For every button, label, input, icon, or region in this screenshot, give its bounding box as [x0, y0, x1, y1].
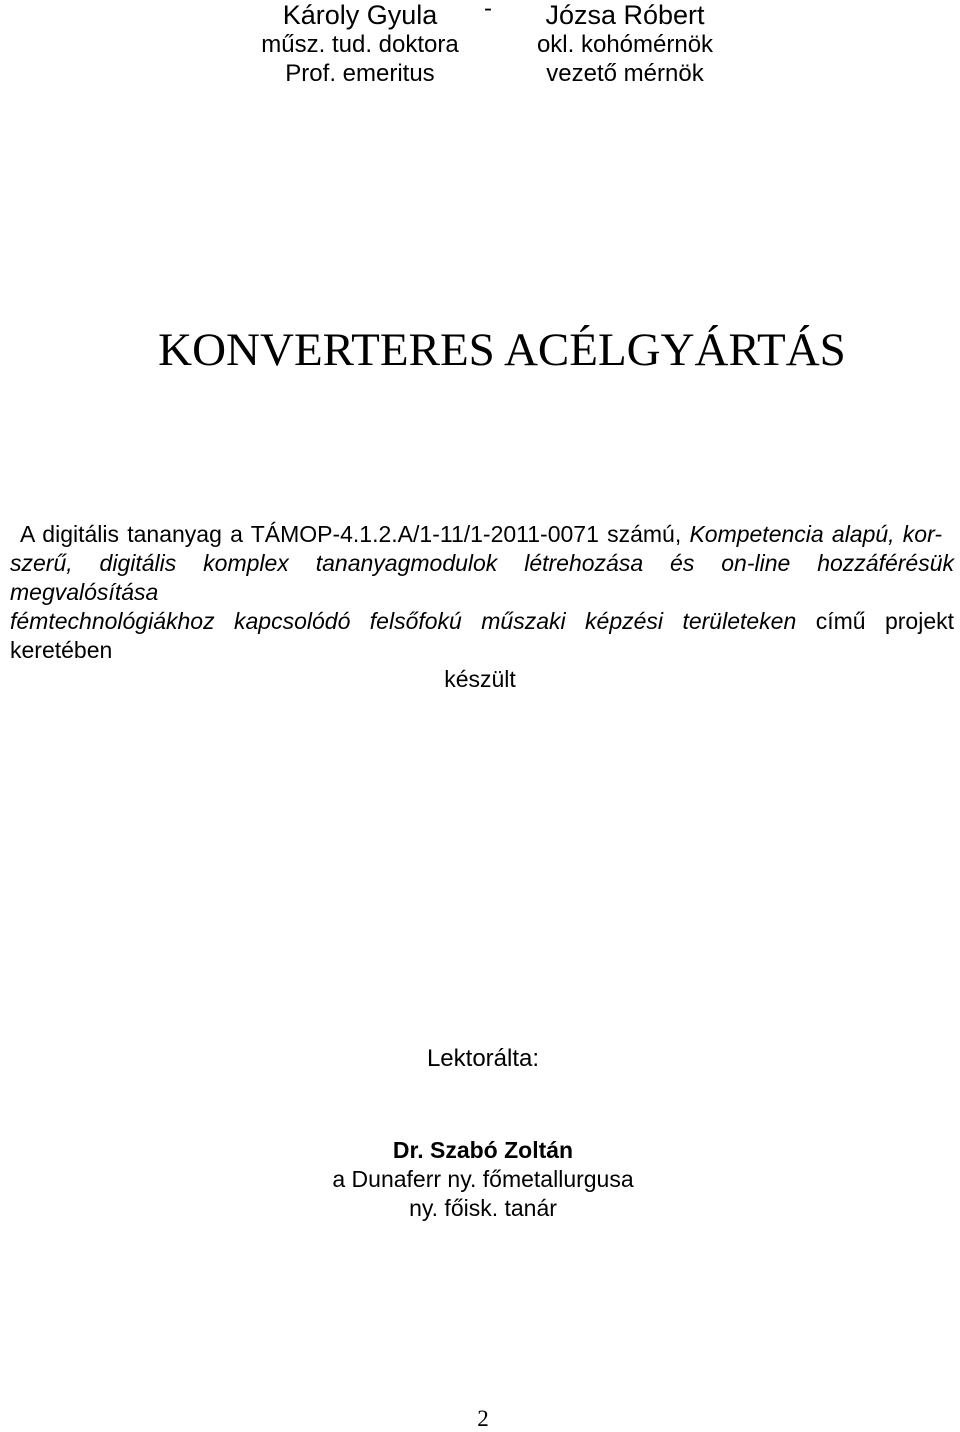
reviewer-block — [0, 1136, 960, 1223]
author-right-degree: okl. kohómérnök — [536, 31, 714, 58]
project-line-3-italic: fémtechnológiákhoz kapcsolódó felsőfokú műszaki képzési területeken — [10, 608, 797, 634]
project-line-2-italic: szerű, digitális komplex tananyagmodulok létrehozása és on-line hozzáférésük megvalósítása — [10, 550, 954, 605]
project-line-4: készült — [444, 666, 516, 692]
reviewer-label: Lektorálta: — [426, 1045, 540, 1072]
project-line-3 — [0, 607, 960, 665]
author-right-name: Józsa Róbert — [545, 0, 705, 30]
document-title: KONVERTERES ACÉLGYÁRTÁS — [158, 324, 846, 376]
author-right-position: vezető mérnök — [546, 60, 704, 87]
author-right — [525, 0, 725, 88]
author-left-position: Prof. emeritus — [285, 60, 435, 87]
project-line-1 — [0, 520, 960, 549]
project-line-3-plain: című projekt keretében — [10, 608, 954, 663]
author-left-name: Károly Gyula — [282, 0, 438, 30]
reviewer-role-1: a Dunaferr ny. főmetallurgusa — [332, 1166, 634, 1192]
reviewer-role-2: ny. főisk. tanár — [409, 1195, 557, 1221]
project-line-1-plain: A digitális tananyag a TÁMOP-4.1.2.A/1-11/1-2011-0071 számú, — [20, 521, 690, 547]
reviewer-name: Dr. Szabó Zoltán — [392, 1137, 574, 1163]
project-statement — [0, 520, 960, 694]
author-left — [255, 0, 465, 88]
author-left-degree: műsz. tud. doktora — [261, 31, 459, 58]
project-line-2 — [0, 549, 960, 607]
author-separator: - — [484, 0, 492, 22]
page-number: 2 — [477, 1406, 489, 1431]
project-line-1-italic: Kompetencia alapú, kor- — [689, 521, 942, 547]
